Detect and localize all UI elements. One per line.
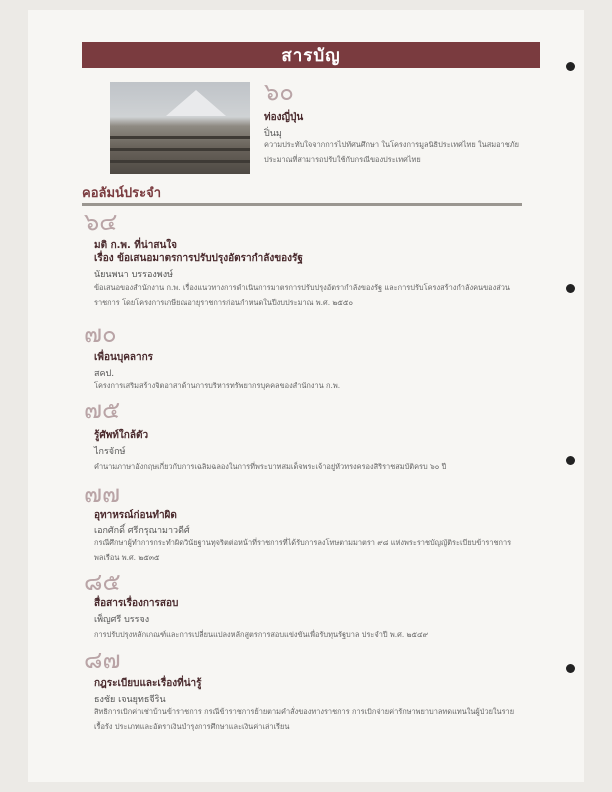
section-title: เพื่อนบุคลากร xyxy=(94,352,154,363)
feature-number: ๖๐ xyxy=(264,78,294,106)
binder-hole-2 xyxy=(566,284,575,293)
section-number: ๗๐ xyxy=(84,320,117,348)
binder-hole-1 xyxy=(566,62,575,71)
rail-line xyxy=(110,148,250,151)
section-number: ๗๗ xyxy=(84,480,121,508)
section-number: ๗๕ xyxy=(84,396,121,424)
section-author: สคป. xyxy=(94,369,115,379)
section-body: คำนามภาษาอังกฤษเกี่ยวกับการเฉลิมฉลองในการที่พระบาทสมเด็จพระเจ้าอยู่หัวทรงครองสิริราชสมบัติครบ ๖๐ ปี xyxy=(94,462,447,471)
section-title: สื่อสารเรื่องการสอบ xyxy=(94,598,179,609)
section-subtitle: เรื่อง ข้อเสนอมาตรการปรับปรุงอัตรากำลังของรัฐ xyxy=(94,253,303,264)
page-title: สารบัญ xyxy=(82,42,540,68)
binder-hole-4 xyxy=(566,664,575,673)
rail-line xyxy=(110,160,250,163)
section-author: นัยนพนา บรรองพงษ์ xyxy=(94,270,174,280)
feature-body: ความประทับใจจากการไปทัศนศึกษา ในโครงการมูลนิธิประเทศไทย ในสมอาชภัยประมาณที่สามารถปรับใช้กับกรณีของประเทศไทย xyxy=(264,140,519,164)
feature-author: ปิ่นมุ xyxy=(264,129,282,139)
section-number: ๘๗ xyxy=(84,646,121,674)
section-body: โครงการเสริมสร้างจิตอาสาด้านการบริหารทรัพยากรบุคคลของสำนักงาน ก.พ. xyxy=(94,381,341,390)
section-title: อุทาหรณ์ก่อนทำผิด xyxy=(94,510,177,521)
binder-hole-3 xyxy=(566,456,575,465)
section-number: ๖๔ xyxy=(84,208,118,236)
section-body: การปรับปรุงหลักเกณฑ์และการเปลี่ยนแปลงหลักสูตรการสอบแข่งขันเพื่อรับทุนรัฐบาล ประจำปี พ.ศ. ๒๕๔๙ xyxy=(94,630,429,639)
section-title: กฎระเบียบและเรื่องที่น่ารู้ xyxy=(94,678,202,689)
section-title: มติ ก.พ. ที่น่าสนใจ xyxy=(94,240,178,251)
section-author: เอกศักดิ์ ศรีกรุณามาวดีศ์ xyxy=(94,526,190,536)
section-divider xyxy=(82,203,522,206)
section-author: เพ็ญศรี บรรจง xyxy=(94,615,150,625)
rail-line xyxy=(110,136,250,139)
feature-photo xyxy=(110,82,250,174)
section-title: รู้ศัพท์ใกล้ตัว xyxy=(94,430,149,441)
feature-title: ท่องญี่ปุ่น xyxy=(264,112,304,123)
section-number: ๘๕ xyxy=(84,568,121,596)
section-body: กรณีศึกษาผู้ทำการกระทำผิดวินัยฐานทุจริตต่อหน้าที่ราชการที่ได้รับการลงโทษตามมาตรา ๙๘ แห่งพระราชบัญญัติระเบียบข้าราชการพลเรือน พ.ศ. ๒๕๓๕ xyxy=(94,538,512,562)
section-author: ธงชัย เจนยุทธจีริน xyxy=(94,695,166,705)
mountain-shape xyxy=(166,90,226,116)
section-body: สิทธิการเบิกค่าเช่าบ้านข้าราชการ กรณีข้าราชการย้ายตามคำสั่งของทางราชการ การเบิกจ่ายค่ารักษาพยาบาลทดแทนในผู้ป่วยในรายเรื้อรัง ประเภทและอัตราเงินบำรุงการศึกษาและเงินค่าเล่าเรียน xyxy=(94,707,515,731)
columns-heading: คอลัมน์ประจำ xyxy=(82,186,162,201)
section-body: ข้อเสนอของสำนักงาน ก.พ. เรื่องแนวทางการดำเนินการมาตรการปรับปรุงอัตรากำลังของรัฐ และการปรับโครงสร้างกำลังคนของส่วนราชการ โดยโครงการเกษียณอายุราชการก่อนกำหนดในปีงบประมาณ พ.ศ. ๒๕๕๐ xyxy=(94,283,510,307)
section-author: ไกรจักษ์ xyxy=(94,447,126,457)
